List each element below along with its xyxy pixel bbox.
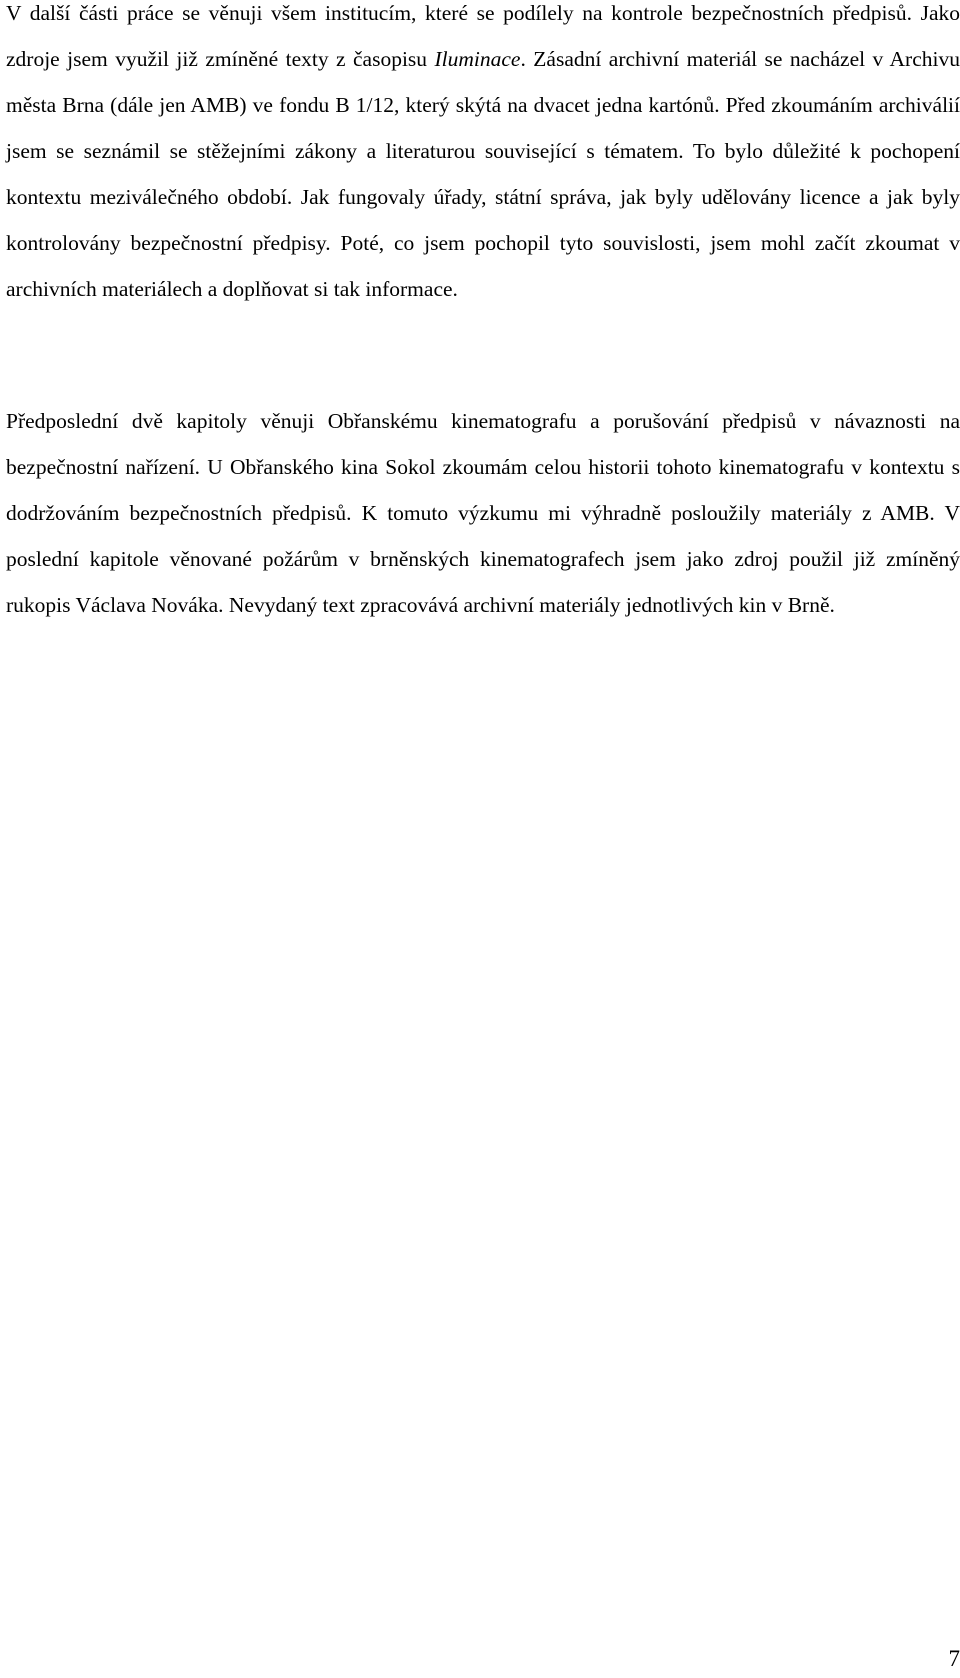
paragraph-institutions (6, 0, 960, 312)
paragraph-1-text-start: V další části práce se věnuji všem institucím, které se podílely na kontrole bezpečnostních předpisů. Jako zdroje jsem využil již zmíněné texty z časopisu (6, 1, 960, 71)
paragraph-1-text-end: . Zásadní archivní materiál se nacházel v Archivu města Brna (dále jen AMB) ve fondu B 1/12, který skýtá na dvacet jedna kartónů. Před zkoumáním archiválií jsem se seznámil se stěžejními zákony a literaturou související s tématem. To bylo důležité k pochopení kontextu meziválečného období. Jak fungovaly úřady, státní správa, jak byly udělovány licence a jak byly kontrolovány bezpečnostní předpisy. Poté, co jsem pochopil tyto souvislosti, jsem mohl začít zkoumat v archivních materiálech a doplňovat si tak informace. (6, 47, 960, 301)
journal-title: Iluminace (434, 47, 521, 71)
document-page (6, 0, 960, 1678)
page-number: 7 (948, 1646, 960, 1671)
paragraph-chapters: Předposlední dvě kapitoly věnuji Obřanskému kinematografu a porušování předpisů v návaznosti na bezpečnostní nařízení. U Obřanského kina Sokol zkoumám celou historii tohoto kinematografu v kontextu s dodržováním bezpečnostních předpisů. K tomuto výzkumu mi výhradně posloužily materiály z AMB. V poslední kapitole věnované požárům v brněnských kinematografech jsem jako zdroj použil již zmíněný rukopis Václava Nováka. Nevydaný text zpracovává archivní materiály jednotlivých kin v Brně. (6, 409, 960, 617)
